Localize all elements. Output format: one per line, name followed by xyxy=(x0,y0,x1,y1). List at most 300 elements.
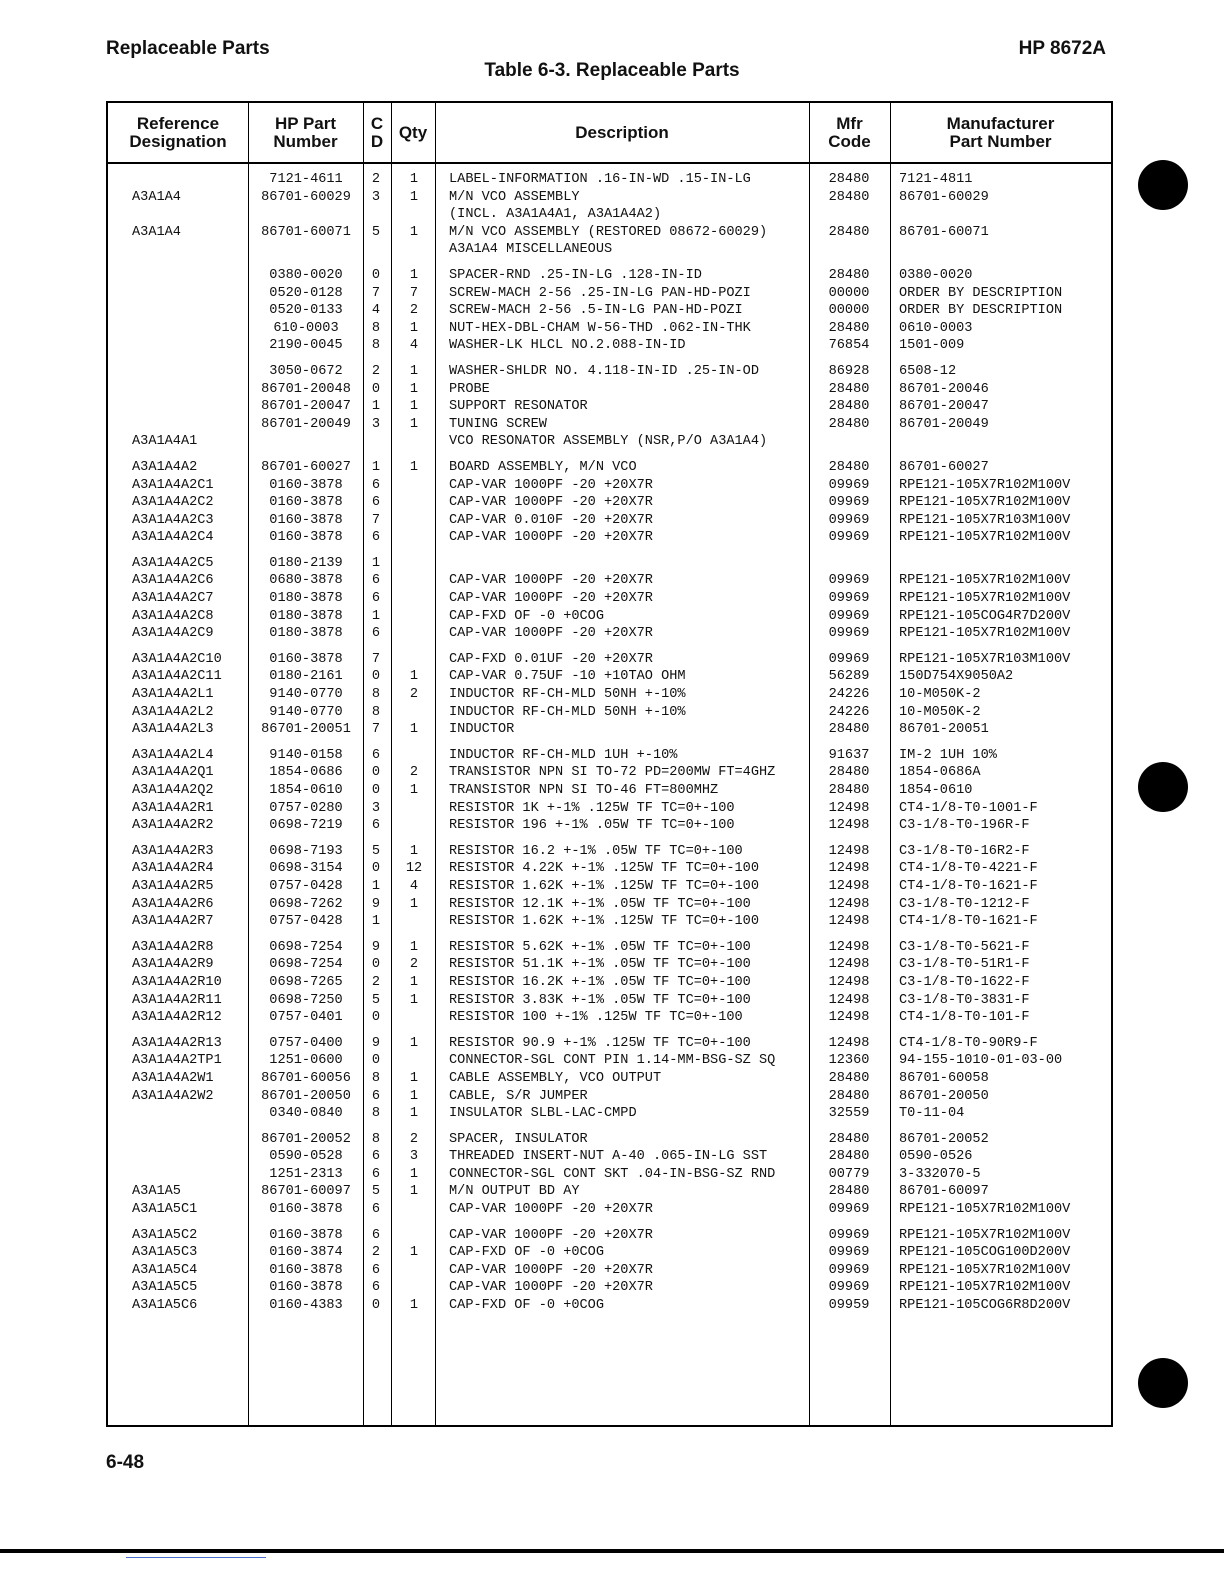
ref-designation: A3A1A4A2R8 xyxy=(132,939,214,955)
ref-designation: A3A1A4A2R1 xyxy=(132,800,214,816)
mfr-code: 86928 xyxy=(828,363,870,379)
mfr-part-number: RPE121-105X7R102M100V xyxy=(899,1262,1071,1278)
mfr-part-number: CT4-1/8-T0-1621-F xyxy=(899,914,1038,930)
mfr-code: 28480 xyxy=(828,416,870,432)
hp-part-number: 2190-0045 xyxy=(269,338,343,354)
mfr-code: 28480 xyxy=(828,224,870,240)
ref-designation: A3A1A4A2R12 xyxy=(132,1010,222,1026)
description: (INCL. A3A1A4A1, A3A1A4A2) xyxy=(449,207,662,223)
mfr-code: 28480 xyxy=(828,1088,870,1104)
table-row xyxy=(108,1279,1111,1297)
ref-designation: A3A1A4A2R7 xyxy=(132,914,214,930)
mfr-part-number: CT4-1/8-T0-4221-F xyxy=(899,861,1038,877)
description: CONNECTOR-SGL CONT PIN 1.14-MM-BSG-SZ SQ xyxy=(449,1053,776,1069)
mfr-part-number: RPE121-105X7R102M100V xyxy=(899,495,1071,511)
mfr-part-number: C3-1/8-T0-51R1-F xyxy=(899,957,1030,973)
check-digit: 8 xyxy=(371,1106,381,1122)
check-digit: 8 xyxy=(371,320,381,336)
quantity: 1 xyxy=(409,320,419,336)
description: RESISTOR 196 +-1% .05W TF TC=0+-100 xyxy=(449,818,735,834)
check-digit: 6 xyxy=(371,591,381,607)
hp-part-number: 1251-0600 xyxy=(269,1053,343,1069)
quantity: 1 xyxy=(409,896,419,912)
description: CAP-VAR 1000PF -20 +20X7R xyxy=(449,573,653,589)
hp-part-number: 86701-20050 xyxy=(261,1088,351,1104)
check-digit: 8 xyxy=(371,687,381,703)
mfr-code: 09969 xyxy=(828,1202,870,1218)
hp-part-number: 0160-3878 xyxy=(269,651,343,667)
binder-hole-mark xyxy=(1138,762,1188,812)
binder-hole-mark xyxy=(1138,160,1188,210)
table-row xyxy=(108,171,1111,189)
table-row xyxy=(108,974,1111,992)
hp-part-number: 0680-3878 xyxy=(269,573,343,589)
mfr-part-number: RPE121-105X7R102M100V xyxy=(899,1227,1071,1243)
mfr-code: 12498 xyxy=(828,896,870,912)
mfr-part-number: 1501-009 xyxy=(899,338,965,354)
description: THREADED INSERT-NUT A-40 .065-IN-LG SST xyxy=(449,1149,768,1165)
description: CAP-FXD OF -0 +0COG xyxy=(449,608,604,624)
description: M/N OUTPUT BD AY xyxy=(449,1184,580,1200)
check-digit: 0 xyxy=(371,783,381,798)
quantity: 1 xyxy=(409,1088,419,1104)
hp-part-number: 9140-0770 xyxy=(269,687,343,703)
description: INSULATOR SLBL-LAC-CMPD xyxy=(449,1106,637,1122)
hp-part-number: 610-0003 xyxy=(273,320,339,336)
quantity: 1 xyxy=(409,363,419,379)
check-digit: 6 xyxy=(371,1202,381,1218)
ref-designation: A3A1A5C5 xyxy=(132,1280,198,1296)
check-digit: 1 xyxy=(371,878,381,894)
mfr-code: 00000 xyxy=(828,303,870,319)
col-header-mfr-part: Manufacturer Part Number xyxy=(946,113,1055,151)
check-digit: 4 xyxy=(371,303,381,319)
table-row xyxy=(108,337,1111,355)
mfr-part-number: 10-M050K-2 xyxy=(899,704,981,720)
table-row xyxy=(108,992,1111,1010)
description: RESISTOR 16.2 +-1% .05W TF TC=0+-100 xyxy=(449,843,743,859)
check-digit: 0 xyxy=(371,1298,381,1314)
check-digit: 5 xyxy=(371,992,381,1008)
description: M/N VCO ASSEMBLY (RESTORED 08672-60029) xyxy=(449,224,768,240)
mfr-part-number: IM-2 1UH 10% xyxy=(899,747,997,763)
hp-part-number: 0160-3878 xyxy=(269,1280,343,1296)
check-digit: 6 xyxy=(371,530,381,546)
mfr-part-number: 7121-4811 xyxy=(899,172,973,187)
table-row xyxy=(108,939,1111,957)
row-spacer xyxy=(108,1123,1111,1131)
ref-designation: A3A1A4A2L3 xyxy=(132,722,214,738)
table-row xyxy=(108,224,1111,242)
description: TUNING SCREW xyxy=(449,416,547,432)
hp-part-number: 86701-60071 xyxy=(261,224,351,240)
hp-part-number: 0180-3878 xyxy=(269,591,343,607)
description: CABLE ASSEMBLY, VCO OUTPUT xyxy=(449,1070,662,1086)
mfr-code: 28480 xyxy=(828,320,870,336)
hp-part-number: 0160-3878 xyxy=(269,1202,343,1218)
hp-part-number: 0698-7254 xyxy=(269,939,343,955)
description: CAP-VAR 0.010F -20 +20X7R xyxy=(449,512,653,528)
check-digit: 3 xyxy=(371,189,381,205)
hp-part-number: 3050-0672 xyxy=(269,363,343,379)
hp-part-number: 0757-0400 xyxy=(269,1035,343,1051)
mfr-code: 91637 xyxy=(828,747,870,763)
table-row xyxy=(108,433,1111,451)
mfr-part-number: RPE121-105X7R102M100V xyxy=(899,591,1071,607)
mfr-part-number: RPE121-105COG6R8D200V xyxy=(899,1298,1071,1314)
mfr-code: 09969 xyxy=(828,495,870,511)
mfr-code: 09959 xyxy=(828,1298,870,1314)
check-digit: 2 xyxy=(371,172,381,187)
mfr-code: 09969 xyxy=(828,1245,870,1261)
mfr-part-number: 86701-20052 xyxy=(899,1131,989,1147)
mfr-code: 12498 xyxy=(828,974,870,990)
mfr-code: 12498 xyxy=(828,1010,870,1026)
quantity: 2 xyxy=(409,687,419,703)
table-body xyxy=(108,171,1111,1315)
description: A3A1A4 MISCELLANEOUS xyxy=(449,242,613,258)
check-digit: 3 xyxy=(371,416,381,432)
table-row xyxy=(108,747,1111,765)
table-row xyxy=(108,1052,1111,1070)
quantity: 7 xyxy=(409,285,419,301)
mfr-part-number: 86701-60097 xyxy=(899,1184,989,1200)
mfr-part-number: 0380-0020 xyxy=(899,267,973,283)
ref-designation: A3A1A5C3 xyxy=(132,1245,198,1261)
hp-part-number: 0757-0280 xyxy=(269,800,343,816)
ref-designation: A3A1A5 xyxy=(132,1184,181,1200)
mfr-part-number: 10-M050K-2 xyxy=(899,687,981,703)
hp-part-number: 9140-0770 xyxy=(269,704,343,720)
hp-part-number: 0160-3878 xyxy=(269,512,343,528)
description: TRANSISTOR NPN SI TO-72 PD=200MW FT=4GHZ xyxy=(449,765,776,781)
description: INDUCTOR RF-CH-MLD 1UH +-10% xyxy=(449,747,678,763)
check-digit: 1 xyxy=(371,459,381,475)
table-row xyxy=(108,285,1111,303)
quantity: 1 xyxy=(409,399,419,415)
description: WASHER-LK HLCL NO.2.088-IN-ID xyxy=(449,338,686,354)
quantity: 1 xyxy=(409,1166,419,1182)
mfr-part-number: 86701-60071 xyxy=(899,224,989,240)
hp-part-number: 0160-4383 xyxy=(269,1298,343,1314)
table-row xyxy=(108,608,1111,626)
quantity: 1 xyxy=(409,992,419,1008)
table-row xyxy=(108,494,1111,512)
hp-part-number: 0180-2161 xyxy=(269,669,343,685)
check-digit: 8 xyxy=(371,704,381,720)
table-row xyxy=(108,320,1111,338)
quantity: 1 xyxy=(409,1245,419,1261)
mfr-part-number: RPE121-105COG4R7D200V xyxy=(899,608,1071,624)
ref-designation: A3A1A4A2C7 xyxy=(132,591,214,607)
ref-designation: A3A1A4A2C2 xyxy=(132,495,214,511)
col-header-mfr-code: Mfr Code xyxy=(828,113,871,151)
table-row xyxy=(108,1148,1111,1166)
mfr-code: 09969 xyxy=(828,573,870,589)
quantity: 4 xyxy=(409,338,419,354)
mfr-part-number: T0-11-04 xyxy=(899,1106,965,1122)
mfr-code: 12498 xyxy=(828,939,870,955)
mfr-part-number: C3-1/8-T0-1212-F xyxy=(899,896,1030,912)
check-digit: 0 xyxy=(371,861,381,877)
ref-designation: A3A1A4A2R11 xyxy=(132,992,222,1008)
description: INDUCTOR RF-CH-MLD 50NH +-10% xyxy=(449,704,686,720)
mfr-part-number: 86701-20047 xyxy=(899,399,989,415)
hp-part-number: 0698-3154 xyxy=(269,861,343,877)
hp-part-number: 86701-60097 xyxy=(261,1184,351,1200)
mfr-part-number: C3-1/8-T0-16R2-F xyxy=(899,843,1030,859)
quantity: 1 xyxy=(409,1184,419,1200)
table-row xyxy=(108,363,1111,381)
description: NUT-HEX-DBL-CHAM W-56-THD .062-IN-THK xyxy=(449,320,751,336)
quantity: 3 xyxy=(409,1149,419,1165)
table-row xyxy=(108,1262,1111,1280)
hp-part-number: 0698-7254 xyxy=(269,957,343,973)
check-digit: 2 xyxy=(371,1245,381,1261)
table-row xyxy=(108,381,1111,399)
table-row xyxy=(108,668,1111,686)
table-row xyxy=(108,782,1111,800)
ref-designation: A3A1A4A2C10 xyxy=(132,651,222,667)
check-digit: 6 xyxy=(371,626,381,642)
table-row xyxy=(108,529,1111,547)
check-digit: 6 xyxy=(371,1227,381,1243)
hp-part-number: 86701-20052 xyxy=(261,1131,351,1147)
mfr-part-number: RPE121-105X7R102M100V xyxy=(899,477,1071,493)
hp-part-number: 0180-2139 xyxy=(269,555,343,571)
hp-part-number: 0520-0133 xyxy=(269,303,343,319)
mfr-part-number: RPE121-105COG100D200V xyxy=(899,1245,1071,1261)
hp-part-number: 0520-0128 xyxy=(269,285,343,301)
mfr-part-number: 0590-0526 xyxy=(899,1149,973,1165)
hp-part-number: 0757-0401 xyxy=(269,1010,343,1026)
check-digit: 6 xyxy=(371,1166,381,1182)
mfr-code: 09969 xyxy=(828,591,870,607)
mfr-code: 09969 xyxy=(828,1262,870,1278)
quantity: 2 xyxy=(409,957,419,973)
hp-part-number: 0590-0528 xyxy=(269,1149,343,1165)
check-digit: 6 xyxy=(371,477,381,493)
row-spacer xyxy=(108,931,1111,939)
row-spacer xyxy=(108,451,1111,459)
mfr-part-number: 86701-20050 xyxy=(899,1088,989,1104)
table-row xyxy=(108,1244,1111,1262)
ref-designation: A3A1A4A2C5 xyxy=(132,555,214,571)
check-digit: 6 xyxy=(371,1149,381,1165)
hp-part-number: 0380-0020 xyxy=(269,267,343,283)
quantity: 1 xyxy=(409,416,419,432)
row-spacer xyxy=(108,739,1111,747)
check-digit: 1 xyxy=(371,608,381,624)
mfr-code: 32559 xyxy=(828,1106,870,1122)
ref-designation: A3A1A4 xyxy=(132,189,181,205)
check-digit: 0 xyxy=(371,957,381,973)
hp-part-number: 86701-20048 xyxy=(261,381,351,397)
quantity: 1 xyxy=(409,1035,419,1051)
row-spacer xyxy=(108,1219,1111,1227)
mfr-part-number: CT4-1/8-T0-90R9-F xyxy=(899,1035,1038,1051)
check-digit: 5 xyxy=(371,843,381,859)
mfr-part-number: CT4-1/8-T0-101-F xyxy=(899,1010,1030,1026)
mfr-code: 28480 xyxy=(828,1149,870,1165)
check-digit: 3 xyxy=(371,800,381,816)
check-digit: 8 xyxy=(371,1131,381,1147)
table-row xyxy=(108,1131,1111,1149)
mfr-code: 28480 xyxy=(828,783,870,798)
table-row xyxy=(108,913,1111,931)
table-row xyxy=(108,1183,1111,1201)
mfr-part-number: ORDER BY DESCRIPTION xyxy=(899,285,1063,301)
ref-designation: A3A1A4 xyxy=(132,224,181,240)
quantity: 1 xyxy=(409,974,419,990)
table-row xyxy=(108,1227,1111,1245)
mfr-code: 09969 xyxy=(828,1227,870,1243)
ref-designation: A3A1A4A2C11 xyxy=(132,669,222,685)
quantity: 1 xyxy=(409,1106,419,1122)
mfr-part-number: 86701-60058 xyxy=(899,1070,989,1086)
row-spacer xyxy=(108,547,1111,555)
description: CAP-VAR 1000PF -20 +20X7R xyxy=(449,530,653,546)
description: CAP-FXD OF -0 +0COG xyxy=(449,1245,604,1261)
ref-designation: A3A1A4A2R4 xyxy=(132,861,214,877)
ref-designation: A3A1A4A2 xyxy=(132,459,198,475)
mfr-code: 28480 xyxy=(828,189,870,205)
model-number: HP 8672A xyxy=(1018,38,1106,59)
hp-part-number: 86701-20047 xyxy=(261,399,351,415)
table-row xyxy=(108,1105,1111,1123)
description: RESISTOR 1.62K +-1% .125W TF TC=0+-100 xyxy=(449,914,759,930)
description: INDUCTOR xyxy=(449,722,515,738)
hp-part-number: 7121-4611 xyxy=(269,172,343,187)
description: RESISTOR 1K +-1% .125W TF TC=0+-100 xyxy=(449,800,735,816)
table-row xyxy=(108,477,1111,495)
ref-designation: A3A1A4A2TP1 xyxy=(132,1053,222,1069)
mfr-code: 24226 xyxy=(828,704,870,720)
mfr-code: 12498 xyxy=(828,914,870,930)
table-row xyxy=(108,1201,1111,1219)
hp-part-number: 0698-7265 xyxy=(269,974,343,990)
mfr-code: 12498 xyxy=(828,992,870,1008)
description: CABLE, S/R JUMPER xyxy=(449,1088,588,1104)
quantity: 1 xyxy=(409,843,419,859)
mfr-code: 12360 xyxy=(828,1053,870,1069)
mfr-code: 12498 xyxy=(828,843,870,859)
hp-part-number: 0160-3878 xyxy=(269,1262,343,1278)
check-digit: 0 xyxy=(371,765,381,781)
mfr-code: 28480 xyxy=(828,1184,870,1200)
table-row xyxy=(108,817,1111,835)
check-digit: 6 xyxy=(371,747,381,763)
mfr-code: 00779 xyxy=(828,1166,870,1182)
row-spacer xyxy=(108,643,1111,651)
description: CAP-VAR 1000PF -20 +20X7R xyxy=(449,477,653,493)
mfr-code: 12498 xyxy=(828,957,870,973)
ref-designation: A3A1A4A2C1 xyxy=(132,477,214,493)
hp-part-number: 0698-7219 xyxy=(269,818,343,834)
ref-designation: A3A1A4A2R6 xyxy=(132,896,214,912)
mfr-code: 09969 xyxy=(828,477,870,493)
hp-part-number: 86701-60056 xyxy=(261,1070,351,1086)
check-digit: 7 xyxy=(371,651,381,667)
table-title: Table 6-3. Replaceable Parts xyxy=(484,60,740,81)
table-row xyxy=(108,878,1111,896)
ref-designation: A3A1A4A2R5 xyxy=(132,878,214,894)
check-digit: 0 xyxy=(371,1053,381,1069)
hp-part-number: 0698-7193 xyxy=(269,843,343,859)
mfr-part-number: 150D754X9050A2 xyxy=(899,669,1014,685)
quantity: 1 xyxy=(409,939,419,955)
bottom-link-line xyxy=(126,1557,266,1558)
mfr-part-number: ORDER BY DESCRIPTION xyxy=(899,303,1063,319)
hp-part-number: 86701-60027 xyxy=(261,459,351,475)
bottom-rule xyxy=(0,1549,1224,1553)
mfr-code: 24226 xyxy=(828,687,870,703)
table-row xyxy=(108,1070,1111,1088)
table-row xyxy=(108,241,1111,259)
quantity: 1 xyxy=(409,1070,419,1086)
check-digit: 8 xyxy=(371,1070,381,1086)
hp-part-number: 1251-2313 xyxy=(269,1166,343,1182)
description: CAP-VAR 1000PF -20 +20X7R xyxy=(449,1227,653,1243)
hp-part-number: 0698-7250 xyxy=(269,992,343,1008)
hp-part-number: 0180-3878 xyxy=(269,608,343,624)
mfr-code: 76854 xyxy=(828,338,870,354)
mfr-part-number: 94-155-1010-01-03-00 xyxy=(899,1053,1063,1069)
description: CAP-FXD OF -0 +0COG xyxy=(449,1298,604,1314)
mfr-code: 28480 xyxy=(828,459,870,475)
ref-designation: A3A1A4A2Q1 xyxy=(132,765,214,781)
description: RESISTOR 16.2K +-1% .05W TF TC=0+-100 xyxy=(449,974,751,990)
check-digit: 6 xyxy=(371,1088,381,1104)
table-row xyxy=(108,686,1111,704)
check-digit: 7 xyxy=(371,722,381,738)
quantity: 1 xyxy=(409,669,419,685)
hp-part-number: 9140-0158 xyxy=(269,747,343,763)
check-digit: 0 xyxy=(371,381,381,397)
quantity: 1 xyxy=(409,722,419,738)
mfr-code: 28480 xyxy=(828,722,870,738)
table-row xyxy=(108,459,1111,477)
mfr-code: 09969 xyxy=(828,626,870,642)
mfr-code: 12498 xyxy=(828,1035,870,1051)
mfr-part-number: 86701-60027 xyxy=(899,459,989,475)
check-digit: 2 xyxy=(371,974,381,990)
table-row xyxy=(108,625,1111,643)
mfr-part-number: RPE121-105X7R102M100V xyxy=(899,530,1071,546)
description: SPACER, INSULATOR xyxy=(449,1131,588,1147)
quantity: 2 xyxy=(409,1131,419,1147)
hp-part-number: 0160-3878 xyxy=(269,495,343,511)
mfr-part-number: 86701-20046 xyxy=(899,381,989,397)
row-spacer xyxy=(108,355,1111,363)
col-header-reference: Reference Designation xyxy=(129,113,227,151)
mfr-code: 12498 xyxy=(828,818,870,834)
mfr-part-number: RPE121-105X7R102M100V xyxy=(899,626,1071,642)
ref-designation: A3A1A4A2R10 xyxy=(132,974,222,990)
hp-part-number: 0180-3878 xyxy=(269,626,343,642)
table-row xyxy=(108,206,1111,224)
quantity: 2 xyxy=(409,303,419,319)
ref-designation: A3A1A5C6 xyxy=(132,1298,198,1314)
table-row xyxy=(108,721,1111,739)
col-header-cd: C D xyxy=(370,113,384,151)
check-digit: 0 xyxy=(371,669,381,685)
check-digit: 6 xyxy=(371,818,381,834)
check-digit: 7 xyxy=(371,512,381,528)
description: CAP-VAR 1000PF -20 +20X7R xyxy=(449,1280,653,1296)
ref-designation: A3A1A4A2R13 xyxy=(132,1035,222,1051)
quantity: 1 xyxy=(409,1298,419,1314)
